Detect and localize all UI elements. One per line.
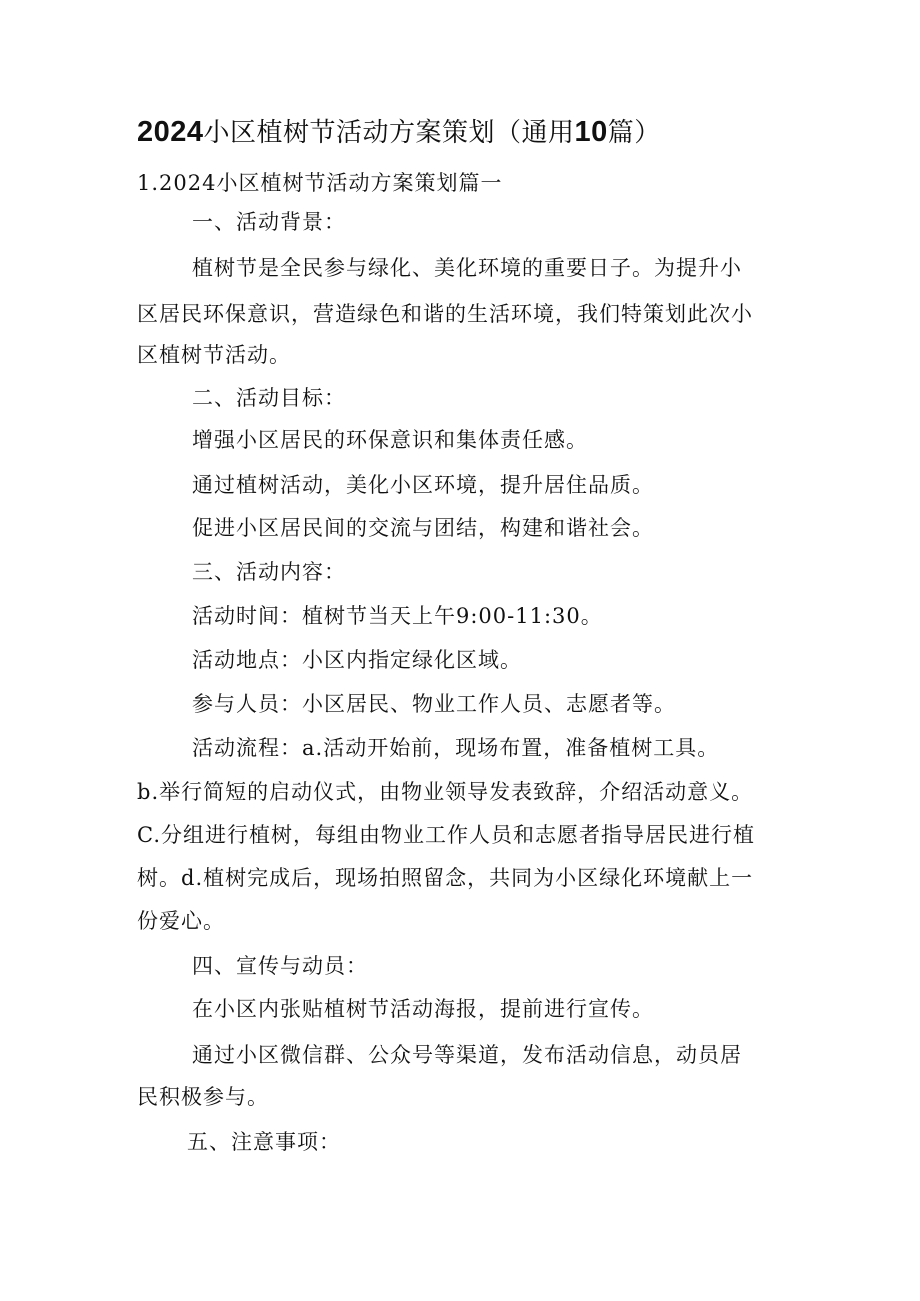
- paragraph-line: 区居民环保意识，营造绿色和谐的生活环境，我们特策划此次小: [137, 302, 753, 326]
- paragraph-line: 份爱心。: [137, 909, 225, 933]
- paragraph-line: 区植树节活动。: [137, 343, 291, 367]
- document-title: [137, 114, 661, 151]
- subheading-promotion: 四、宣传与动员：: [192, 954, 368, 978]
- title-count: 10: [574, 116, 608, 148]
- subheading-goals: 二、活动目标：: [192, 386, 346, 410]
- title-year: 2024: [137, 116, 204, 148]
- paragraph-line: 增强小区居民的环保意识和集体责任感。: [192, 428, 588, 452]
- paragraph-line: 树。d.植树完成后，现场拍照留念，共同为小区绿化环境献上一: [137, 866, 754, 890]
- subheading-background: 一、活动背景：: [192, 210, 346, 234]
- paragraph-line: 促进小区居民间的交流与团结，构建和谐社会。: [192, 516, 654, 540]
- title-end: 篇）: [607, 118, 661, 148]
- paragraph-line: 活动流程：a.活动开始前，现场布置，准备植树工具。: [192, 736, 720, 760]
- paragraph-line: C.分组进行植树，每组由物业工作人员和志愿者指导居民进行植: [137, 823, 755, 847]
- paragraph-line: 在小区内张贴植树节活动海报，提前进行宣传。: [192, 997, 654, 1021]
- section-heading: 1.2024小区植树节活动方案策划篇一: [137, 171, 503, 195]
- paragraph-line: b.举行简短的启动仪式，由物业领导发表致辞，介绍活动意义。: [137, 780, 754, 804]
- subheading-notes: 五、注意事项：: [187, 1130, 341, 1154]
- subheading-content: 三、活动内容：: [192, 560, 346, 584]
- title-text: 小区植树节活动方案策划（通用: [203, 118, 575, 148]
- paragraph-line: 活动时间：植树节当天上午9:00-11:30。: [192, 604, 603, 628]
- paragraph-line: 通过植树活动，美化小区环境，提升居住品质。: [192, 473, 654, 497]
- paragraph-line: 民积极参与。: [137, 1085, 269, 1109]
- paragraph-line: 活动地点：小区内指定绿化区域。: [192, 648, 522, 672]
- paragraph-line: 参与人员：小区居民、物业工作人员、志愿者等。: [192, 692, 676, 716]
- paragraph-line: 通过小区微信群、公众号等渠道，发布活动信息，动员居: [192, 1043, 742, 1067]
- paragraph-line: 植树节是全民参与绿化、美化环境的重要日子。为提升小: [192, 256, 742, 280]
